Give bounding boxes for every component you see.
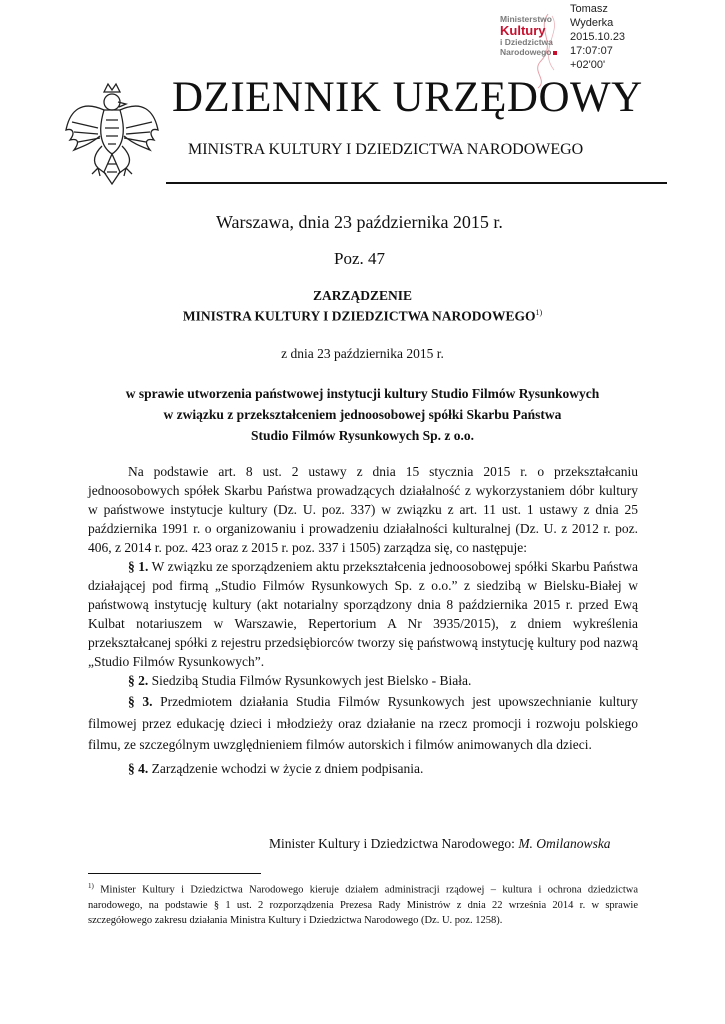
logo-line-ministerstwo: Ministerstwo: [500, 14, 552, 24]
subject-line-3: Studio Filmów Rysunkowych Sp. z o.o.: [250, 428, 475, 443]
ministry-logo: [500, 14, 572, 57]
position-number: Poz. 47: [334, 249, 385, 268]
subject-line-1: w sprawie utworzenia państwowej instytucji kultury Studio Filmów Rysunkowych: [125, 386, 600, 401]
digital-signature-stamp: [570, 2, 625, 72]
section-4: § 4. Zarządzenie wchodzi w życie z dniem podpisania.: [128, 760, 424, 776]
preamble: Na podstawie art. 8 ust. 2 ustawy z dnia 15 stycznia 2015 r. o przekształcaniu jednoosobowych spółek Skarbu Państwa prowadzących działalność z wykorzystaniem dóbr kultury w państwowe instytucje kultury (Dz. U. poz. 337) w związku z art. 11 ust. 1 ustawy z dnia 25 października 1991 r. o organizowaniu i prowadzeniu działalności kulturalnej (Dz. U. z 2012 r. poz. 406, z 2014 r. poz. 423 oraz z 2015 r. poz. 337 i 1505) zarządza się, co następuje:: [88, 464, 638, 555]
minister-signature: Minister Kultury i Dziedzictwa Narodowego: M. Omilanowska: [269, 836, 611, 851]
logo-line-narodowego: Narodowego: [500, 47, 572, 57]
act-date: z dnia 23 października 2015 r.: [281, 346, 444, 361]
header-divider: [166, 182, 667, 184]
signer-first-name: Tomasz: [570, 3, 608, 15]
footnote-divider: [88, 873, 261, 874]
signature-timezone: +02'00': [570, 59, 606, 71]
footnote-reference[interactable]: 1): [535, 308, 543, 317]
footnote-marker: 1): [88, 882, 94, 890]
signer-last-name: Wyderka: [570, 17, 614, 29]
journal-title: DZIENNIK URZĘDOWY: [172, 74, 643, 121]
ministry-name: MINISTRA KULTURY I DZIEDZICTWA NARODOWEGO: [188, 141, 584, 158]
signature-date: 2015.10.23: [570, 31, 626, 43]
section-mark: § 1.: [128, 559, 149, 574]
section-1: § 1. W związku ze sporządzeniem aktu przekształcenia jednoosobowej spółki Skarbu Państwa działającej pod firmą „Studio Filmów Rysunkowych Sp. z o.o.” z siedzibą w Bielsku-Białej w państwową instytucję kultury (akt notarialny sporządzony dnia 8 października 2015 r. przed Ewą Kulbat notariuszem w Warszawie, Repertorium A Nr 3935/2015), z dniem wykreślenia przekształcanej spółki z rejestru przedsiębiorców tworzy się państwową instytucję kultury pod nazwą „Studio Filmów Rysunkowych”.: [88, 559, 639, 669]
act-type: ZARZĄDZENIE: [312, 288, 413, 303]
logo-line-dziedzictwa: i Dziedzictwa: [500, 37, 553, 47]
act-issuer: MINISTRA KULTURY I DZIEDZICTWA NARODOWEGO$^{1)}$: [182, 308, 543, 324]
section-2: § 2. Siedzibą Studia Filmów Rysunkowych jest Bielsko - Biała.: [128, 673, 472, 688]
publication-date: Warszawa, dnia 23 października 2015 r.: [216, 212, 503, 232]
logo-line-kultury: Kultury: [500, 23, 546, 38]
section-mark: § 2.: [128, 673, 149, 688]
minister-name: M. Omilanowska: [518, 836, 611, 851]
section-mark: § 4.: [128, 760, 149, 776]
white-eagle-emblem-icon: [62, 80, 162, 188]
subject-line-2: w związku z przekształceniem jednoosobowej spółki Skarbu Państwa: [163, 407, 562, 422]
section-3: § 3. Przedmiotem działania Studia Filmów Rysunkowych jest upowszechnianie kultury filmowej przez edukację dzieci i młodzieży oraz działanie na rzecz promocji i rozwoju polskiego filmu, ze szczególnym uwzględnieniem filmów autorskich i filmów animowanych dla dzieci.: [88, 694, 638, 752]
document-body: [88, 462, 638, 778]
section-mark: § 3.: [128, 694, 153, 709]
signature-time: 17:07:07: [570, 45, 613, 57]
footnote: $^{1)}$ Minister Kultury i Dziedzictwa Narodowego kieruje działem administracji rządowej – kultura i ochrona dziedzictwa narodowego, na podstawie § 1 ust. 2 rozporządzenia Prezesa Rady Ministrów z dnia 22 września 2014 r. w sprawie szczegółowego zakresu działania Ministra Kultury i Dziedzictwa Narodowego (Dz. U. poz. 1258).: [88, 882, 638, 926]
